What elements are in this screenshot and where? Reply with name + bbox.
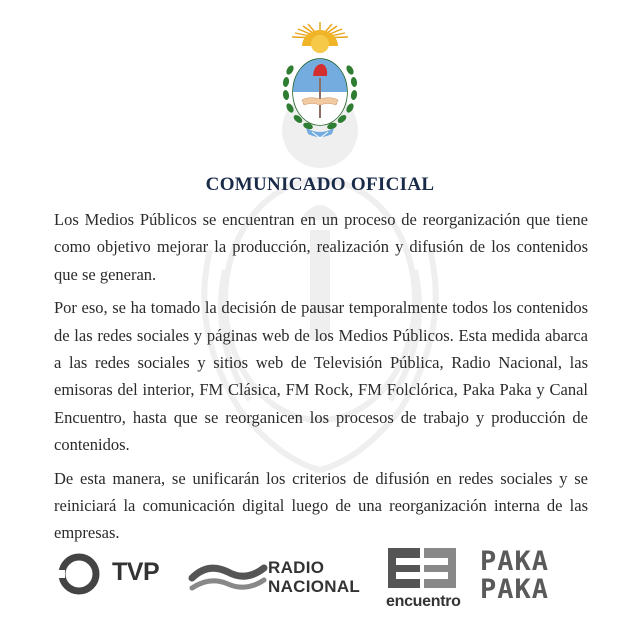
radio-nacional-logo <box>188 552 373 602</box>
paka-text-line1: PAKA <box>480 546 550 577</box>
communique-body <box>54 206 588 553</box>
radio-nacional-text <box>268 558 360 596</box>
logo-strip <box>0 540 640 620</box>
paragraph: De esta manera, se unificarán los criterios de difusión en redes sociales y se reiniciará la comunicación digital luego de una reorganización interna de las empresas. <box>54 468 588 543</box>
page-title: COMUNICADO OFICIAL <box>205 174 435 195</box>
paka-text-line2: PAKA <box>480 574 550 605</box>
encuentro-logo-text: encuentro <box>386 593 461 610</box>
radio-wave-icon <box>188 556 268 600</box>
radio-text-line1: RADIO <box>268 558 325 577</box>
paka-paka-logo <box>480 548 590 606</box>
paragraph: Por eso, se ha tomado la decisión de pausar temporalmente todos los contenidos de las redes sociales y páginas web de los Medios Públicos. Esta medida abarca a las redes sociales y sitios web de Televisión Pública, Radio Nacional, las emisoras del interior, FM Clásica, FM Rock, FM Folclórica, Paka Paka y Canal Encuentro, hasta que se reorganicen los procesos de trabajo y producción de contenidos. <box>54 298 588 455</box>
encuentro-e-icon <box>386 546 460 590</box>
radio-text-line2: NACIONAL <box>268 577 361 596</box>
tvp-ring-icon <box>55 550 105 600</box>
paragraph: Los Medios Públicos se encuentran en un proceso de reorganización que tiene como objetivo mejorar la producción, realización y difusión de los contenidos que se generan. <box>54 210 588 284</box>
tvp-logo-text: TVP <box>112 558 160 586</box>
encuentro-logo <box>386 546 466 616</box>
tvp-logo <box>55 550 175 600</box>
argentina-coat-of-arms-icon <box>270 20 370 155</box>
